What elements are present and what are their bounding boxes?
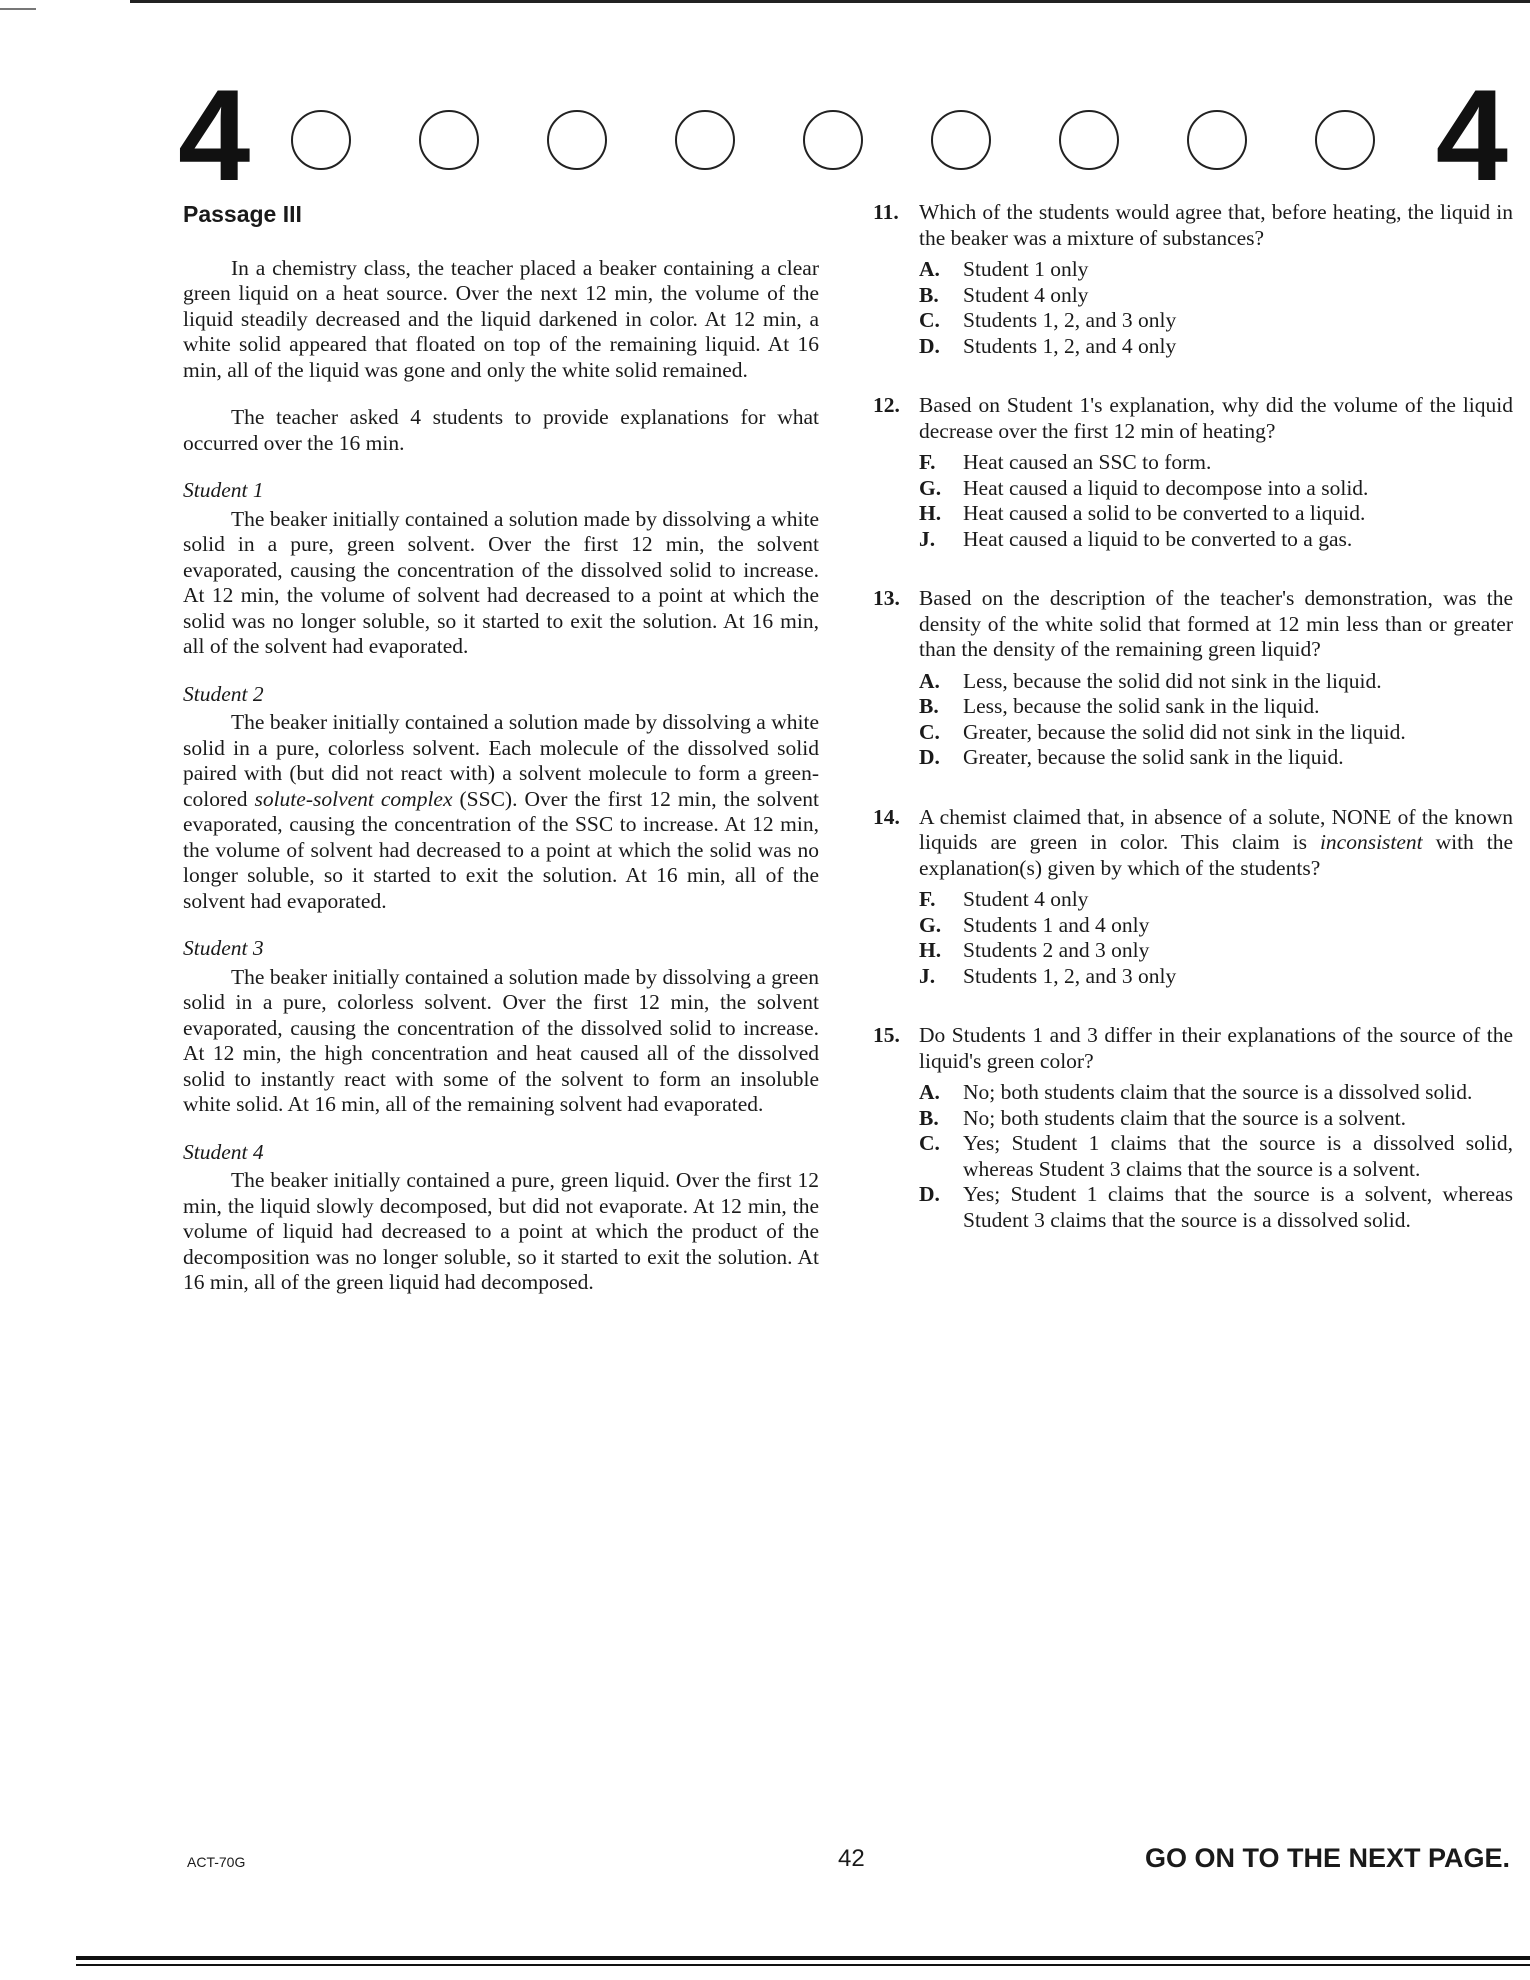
answer-option[interactable] (919, 964, 1513, 990)
answer-option[interactable] (919, 694, 1513, 720)
option-text: No; both students claim that the source is a dissolved solid. (963, 1080, 1473, 1104)
passage-title: Passage III (183, 201, 302, 227)
student-heading: Student 4 (183, 1139, 264, 1164)
top-rule (130, 0, 1530, 3)
questions-column (873, 200, 1513, 1233)
answer-option[interactable] (919, 1182, 1513, 1233)
section-number-left: 4 (178, 62, 251, 208)
option-text: Heat caused an SSC to form. (963, 450, 1212, 474)
answer-option[interactable] (919, 476, 1513, 502)
option-letter: F. (919, 450, 936, 474)
option-letter: C. (919, 308, 940, 332)
answer-option[interactable] (919, 283, 1513, 309)
option-letter: C. (919, 1131, 940, 1155)
answer-option[interactable] (919, 308, 1513, 334)
section-header (178, 62, 1508, 208)
option-text: Student 4 only (963, 282, 1089, 307)
answer-option[interactable] (919, 1080, 1513, 1106)
question-number: 14. (873, 804, 900, 829)
header-circle (1187, 110, 1247, 170)
option-text: Less, because the solid sank in the liquid. (963, 694, 1320, 718)
option-text: Student 4 only (963, 887, 1089, 911)
option-text: Students 2 and 3 only (963, 938, 1150, 962)
question-text: Based on the description of the teacher's demonstration, was the density of the white solid that formed at 12 min less than or greater than the density of the remaining green liquid? (919, 586, 1513, 661)
option-text: Students 1, 2, and 4 only (963, 333, 1177, 358)
option-letter: D. (919, 1182, 940, 1206)
header-circle (1059, 110, 1119, 170)
option-letter: A. (919, 257, 940, 281)
question-item (873, 1023, 1513, 1233)
option-text: Students 1, 2, and 3 only (963, 308, 1177, 332)
student-explanation (183, 710, 819, 914)
option-text: Students 1 and 4 only (963, 912, 1150, 937)
question-text: Do Students 1 and 3 differ in their explanations of the source of the liquid's green color? (919, 1023, 1513, 1073)
question-item (873, 586, 1513, 771)
student-text-part: The beaker initially contained a solution made by dissolving a white solid in a pure, colorless solvent. Each molecule of the dissolved solid paired with (but did not react with) a solvent molecule to form a green-colored (183, 710, 819, 811)
option-text: Yes; Student 1 claims that the source is a solvent, whereas Student 3 claims that the source is a dissolved solid. (963, 1182, 1513, 1232)
header-circle (675, 110, 735, 170)
student-explanation: The beaker initially contained a pure, green liquid. Over the first 12 min, the liquid slowly decomposed, but did not evaporate. At 12 min, the volume of liquid had decreased to a point at which the product of the decomposition was no longer soluble, so it started to exit the solution. At 16 min, all of the green liquid had decomposed. (183, 1168, 819, 1294)
option-letter: D. (919, 745, 940, 769)
scan-corner-mark (0, 8, 36, 10)
option-letter: D. (919, 333, 940, 358)
student-explanation: The beaker initially contained a solution made by dissolving a white solid in a pure, green solvent. Over the first 12 min, the solvent evaporated, causing the concentration of the dissolved solid to increase. At 12 min, the volume of solvent had decreased to a point at which the solid was no longer soluble, so it started to exit the solution. At 16 min, all of the solvent had evaporated. (183, 506, 819, 658)
go-on-next-page: GO ON TO THE NEXT PAGE. (1144, 1843, 1510, 1873)
option-text: Greater, because the solid sank in the liquid. (963, 745, 1344, 769)
option-text: Greater, because the solid did not sink in the liquid. (963, 719, 1406, 744)
option-letter: G. (919, 912, 942, 937)
option-text: Students 1, 2, and 3 only (963, 963, 1177, 988)
question-text-part: with the explanation(s) given by which of the students? (919, 830, 1513, 880)
question-number: 15. (873, 1023, 900, 1047)
option-text: Student 1 only (963, 257, 1089, 281)
option-text: Heat caused a liquid to be converted to a gas. (963, 526, 1353, 551)
option-letter: A. (919, 668, 940, 693)
passage-column (183, 200, 819, 1318)
question-text: Which of the students would agree that, before heating, the liquid in the beaker was a mixture of substances? (919, 200, 1513, 250)
student-text-part: (SSC). Over the first 12 min, the solvent evaporated, causing the concentration of the SSC to increase. At 12 min, the volume of solvent had decreased to a point at which the solid was no longer soluble, so it started to exit the solution. At 16 min, all of the solvent had evaporated. (183, 786, 819, 913)
option-text: No; both students claim that the source is a solvent. (963, 1105, 1407, 1130)
student-heading: Student 3 (183, 936, 264, 960)
answer-option[interactable] (919, 257, 1513, 283)
option-text: Less, because the solid did not sink in the liquid. (963, 668, 1382, 693)
student-explanation: The beaker initially contained a solution made by dissolving a green solid in a pure, colorless solvent. Over the first 12 min, the solvent evaporated, causing the concentration of the dissolved solid to increase. At 12 min, the high concentration and heat caused all of the dissolved solid to instantly react with some of the solvent to form an insoluble white solid. At 16 min, all of the remaining solvent had evaporated. (183, 964, 819, 1116)
passage-intro-paragraph: The teacher asked 4 students to provide explanations for what occurred over the 16 min. (183, 405, 819, 455)
question-text-italic: inconsistent (1319, 830, 1423, 854)
bottom-rule (76, 1956, 1530, 1960)
answer-option[interactable] (919, 450, 1513, 476)
option-text: Heat caused a liquid to decompose into a solid. (963, 475, 1369, 500)
answer-option[interactable] (919, 527, 1513, 553)
header-circle (1315, 110, 1375, 170)
bottom-rule (76, 1964, 1530, 1966)
option-letter: B. (919, 1105, 939, 1130)
answer-option[interactable] (919, 938, 1513, 964)
header-circle (419, 110, 479, 170)
answer-option[interactable] (919, 887, 1513, 913)
answer-option[interactable] (919, 1106, 1513, 1132)
question-text: Based on Student 1's explanation, why did the volume of the liquid decrease over the first 12 min of heating? (919, 393, 1513, 443)
header-circle (291, 110, 351, 170)
answer-option[interactable] (919, 334, 1513, 360)
option-text: Yes; Student 1 claims that the source is a dissolved solid, whereas Student 3 claims that the source is a solvent. (963, 1131, 1513, 1181)
question-number: 13. (873, 586, 900, 610)
student-heading: Student 2 (183, 681, 264, 706)
option-letter: H. (919, 501, 942, 525)
option-letter: A. (919, 1080, 940, 1104)
passage-intro-paragraph: In a chemistry class, the teacher placed a beaker containing a clear green liquid on a heat source. Over the next 12 min, the volume of the liquid steadily decreased and the liquid darkened in color. At 12 min, a white solid appeared that floated on top of the remaining liquid. At 16 min, all of the liquid was gone and only the white solid remained. (183, 255, 819, 382)
option-letter: H. (919, 938, 942, 962)
student-text-italic: solute-solvent complex (254, 786, 453, 811)
question-number: 12. (873, 393, 900, 417)
option-text: Heat caused a solid to be converted to a liquid. (963, 501, 1366, 525)
answer-option[interactable] (919, 669, 1513, 695)
answer-option[interactable] (919, 1131, 1513, 1182)
header-circle (803, 110, 863, 170)
answer-option[interactable] (919, 720, 1513, 746)
question-item (873, 805, 1513, 990)
question-text (919, 805, 1513, 882)
header-circle (931, 110, 991, 170)
question-text-part: A chemist claimed that, in absence of a solute, NONE of the known liquids are green in color. This claim is (919, 804, 1513, 854)
answer-option[interactable] (919, 501, 1513, 527)
student-heading: Student 1 (183, 478, 264, 502)
option-letter: B. (919, 282, 939, 307)
answer-option[interactable] (919, 913, 1513, 939)
question-item (873, 393, 1513, 552)
answer-option[interactable] (919, 745, 1513, 771)
question-item (873, 200, 1513, 359)
option-letter: J. (919, 526, 936, 551)
page-number: 42 (838, 1845, 865, 1872)
option-letter: F. (919, 887, 936, 911)
header-circle (547, 110, 607, 170)
option-letter: G. (919, 475, 942, 500)
option-letter: B. (919, 694, 939, 718)
question-number: 11. (873, 200, 899, 224)
form-code: ACT-70G (187, 1854, 246, 1870)
option-letter: C. (919, 719, 940, 744)
section-number-right: 4 (1435, 62, 1508, 208)
option-letter: J. (919, 963, 936, 988)
